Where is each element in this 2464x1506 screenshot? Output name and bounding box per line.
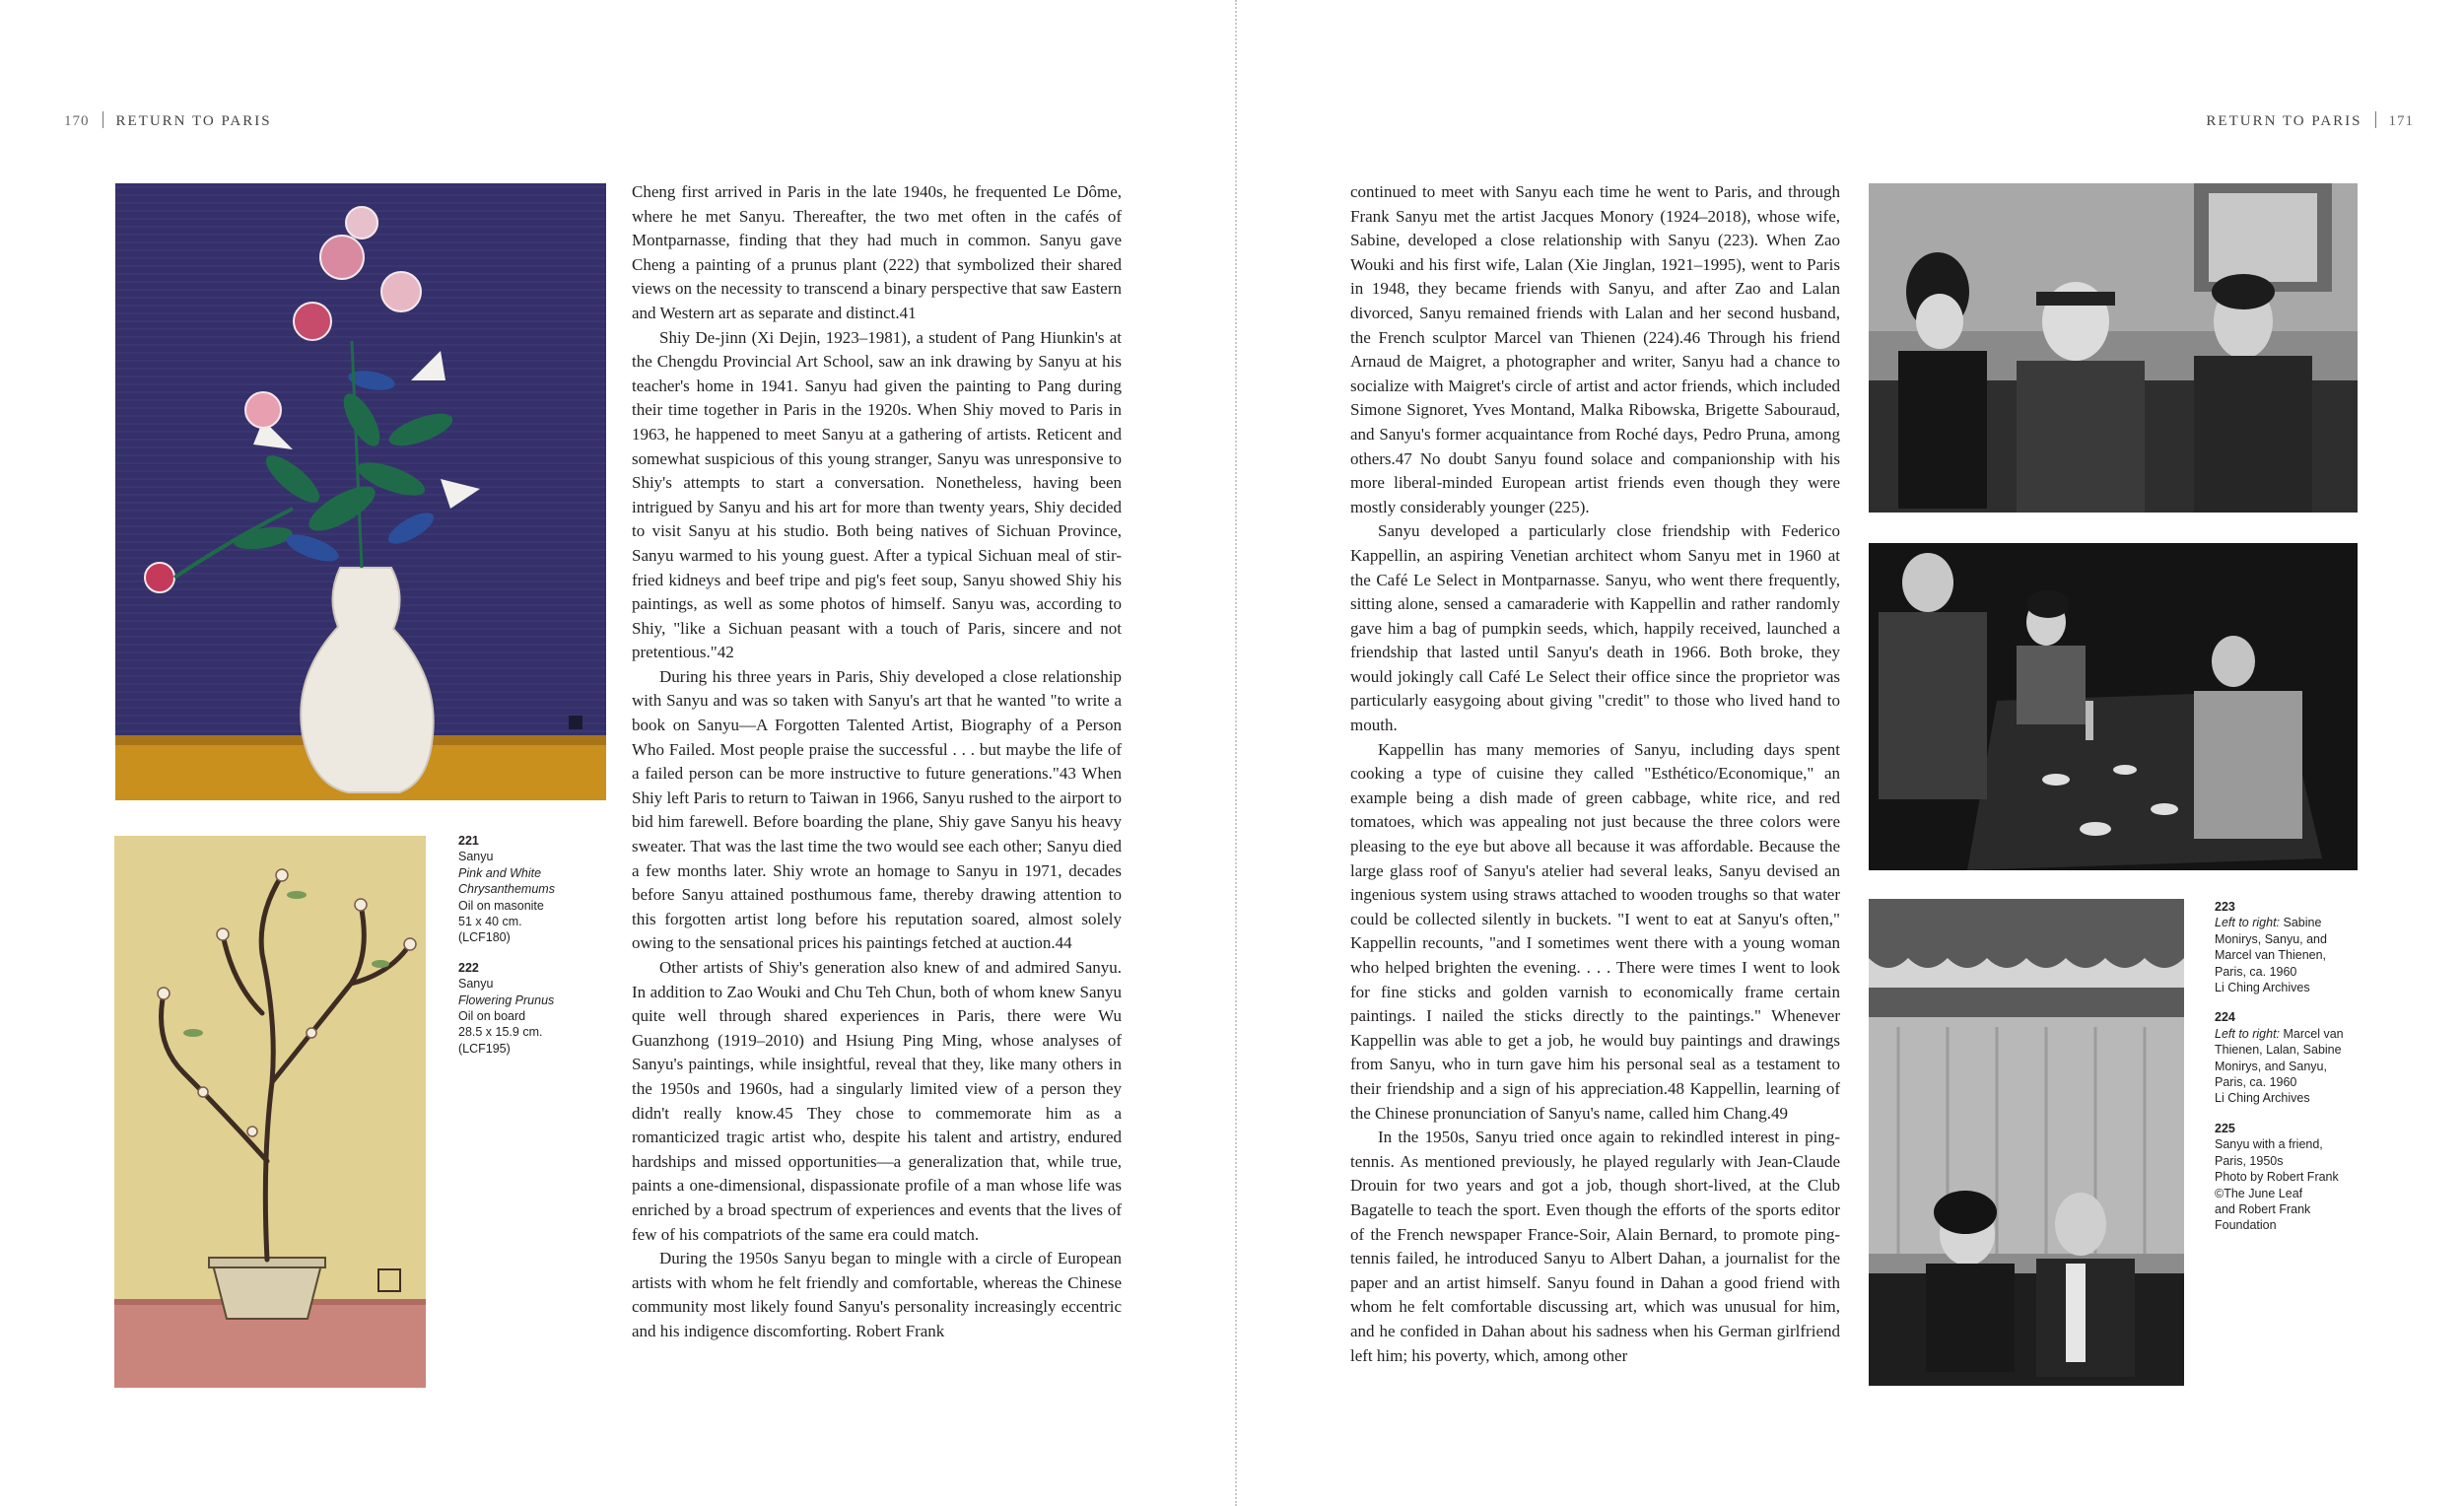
right-running-head (2206, 111, 2414, 130)
caption-text: Paris, ca. 1960 (2215, 964, 2297, 979)
caption-medium: Oil on masonite (458, 898, 544, 913)
left-folio: 170 (64, 113, 90, 129)
right-folio: 171 (2388, 113, 2414, 129)
figure-223-photo (1869, 183, 2358, 513)
caption-223 (2215, 899, 2362, 995)
caption-dimensions: 28.5 x 15.9 cm. (458, 1025, 543, 1040)
left-running-head (64, 111, 272, 130)
caption-text: Paris, ca. 1960 (2215, 1075, 2297, 1090)
left-running-title: RETURN TO PARIS (115, 113, 272, 129)
paragraph: During his three years in Paris, Shiy developed a close relationship with Sanyu and was so taken with Sanyu's art that he wanted "to write a book on Sanyu—A Forgotten Talented Artist, Biography of a Person Who Failed. Most people praise the successful . . . but maybe the life of a failed person can be more instructive to future generations."43 When Shiy left Paris to return to Taiwan in 1966, Sanyu rushed to the airport to bid him farewell. Before boarding the plane, Shiy gave Sanyu his heavy sweater. That was the last time the two would see each other; Sanyu died a few months later. Shiy wrote an homage to Sanyu in 1971, decades before Sanyu attained posthumous fame, thereby drawing attention to this forgotten artist long before his reputation soared, almost solely owing to the sensational prices his paintings fetched at auction.44 (632, 666, 1122, 953)
right-captions (2215, 899, 2362, 1248)
figure-222-painting (114, 836, 426, 1388)
paragraph: During the 1950s Sanyu began to mingle with a circle of European artists with whom he felt friendly and comfortable, whereas the Chinese community most likely found Sanyu's personality increasingly eccentric and his indigence discomforting. Robert Frank (632, 1249, 1122, 1340)
page-gutter (1235, 0, 1237, 1506)
caption-credit: Li Ching Archives (2215, 1091, 2310, 1106)
caption-number: 222 (458, 960, 479, 975)
caption-text: Marcel van (2283, 1026, 2344, 1041)
caption-credit: and Robert Frank (2215, 1201, 2311, 1216)
caption-credit: Li Ching Archives (2215, 981, 2310, 995)
paragraph: In the 1950s, Sanyu tried once again to rekindled interest in ping-tennis. As mentioned previously, he played regularly with Jean-Claude Drouin for two years and got a job, though short-lived, at the Club Bagatelle to teach the sport. Even though the efforts of the sports editor of the French newspaper France-Soir, Alain Bernard, to promote ping-tennis failed, he introduced Sanyu to Albert Dahan, a journalist for the paper and an artist himself. Sanyu found in Dahan a good friend with whom he felt comfortable discussing art, which was unusual for him, and he confided in Dahan about his sadness when his German girlfriend left him; his poverty, which, among other (1350, 1128, 1840, 1365)
caption-title: Flowering Prunus (458, 993, 555, 1007)
caption-number: 225 (2215, 1121, 2235, 1135)
caption-text: Monirys, and Sanyu, (2215, 1059, 2327, 1073)
left-body-text (632, 180, 1122, 1344)
paragraph: Shiy De-jinn (Xi Dejin, 1923–1981), a student of Pang Hiunkin's at the Chengdu Provincial Art School, saw an ink drawing by Sanyu at his teacher's home in 1941. Sanyu had given the painting to Pang during their time together in Paris in the 1920s. When Shiy moved to Paris in 1963, he happened to meet Sanyu at a gathering of artists. Reticent and somewhat suspicious of this young stranger, Sanyu was unresponsive to Shiy's attempts to start a conversation. Nonetheless, having been intrigued by Sanyu and his art for more than twenty years, Shiy decided to visit Sanyu at his studio. Both being natives of Sichuan Province, Sanyu warmed to his young guest. After a typical Sichuan meal of stir-fried kidneys and beef tripe and pig's feet soup, Sanyu showed Shiy his paintings, as well as some photos of himself. Sanyu was, according to Shiy, "like a Sichuan peasant with a touch of Paris, sincere and not pretentious."42 (632, 327, 1122, 662)
caption-credit: Photo by Robert Frank (2215, 1170, 2339, 1185)
figure-224-photo (1869, 543, 2358, 870)
caption-text: Sabine (2283, 916, 2322, 930)
caption-medium: Oil on board (458, 1009, 526, 1024)
caption-text: Thienen, Lalan, Sabine (2215, 1043, 2342, 1058)
caption-225 (2215, 1121, 2362, 1234)
caption-number: 224 (2215, 1010, 2235, 1025)
caption-224 (2215, 1009, 2362, 1106)
caption-number: 223 (2215, 900, 2235, 914)
right-running-title: RETURN TO PARIS (2206, 113, 2362, 129)
caption-222 (458, 960, 586, 1057)
caption-dimensions: 51 x 40 cm. (458, 915, 522, 929)
caption-title: Pink and White (458, 865, 542, 880)
paragraph: Kappellin has many memories of Sanyu, including days spent cooking a type of cuisine they called "Esthético/Economique," an example being a dish made of green cabbage, white rice, and red tomatoes, which was appealing not just because the three colors were pleasing to the eye but above all because it was affordable. Because the large glass roof of Sanyu's atelier had several leaks, Sanyu devised an ingenious system using straws attached to wooden troughs so that water could be collected silently in buckets. "I went to eat at Sanyu's often," Kappellin recounts, "and I sometimes went there with a young woman who helped brighten the evening. . . . There were times I went to look for fine sticks and golden varnish to economically frame certain paintings. I nailed the sticks directly to the paintings." Whenever Kappellin was able to get a job, he would buy paintings and drawings from Sanyu, who in turn gave him his personal seal as a testament to their friendship and a sign of his appreciation.48 Kappellin, learning of the Chinese pronunciation of Sanyu's name, called him Chang.49 (1350, 739, 1840, 1123)
caption-direction: Left to right: (2215, 916, 2281, 930)
caption-credit: Foundation (2215, 1218, 2277, 1233)
caption-text: Monirys, Sanyu, and (2215, 931, 2327, 946)
paragraph: continued to meet with Sanyu each time he went to Paris, and through Frank Sanyu met the artist Jacques Monory (1924–2018), whose wife, Sabine, developed a close relationship with Sanyu (223). When Zao Wouki and his first wife, Lalan (Xie Jinglan, 1921–1995), went to Paris in 1948, they became friends with Sanyu, and after Zao and Lalan divorced, Sanyu remained friends with Lalan and her second husband, the French sculptor Marcel van Thienen (224).46 Through his friend Arnaud de Maigret, a photographer and writer, Sanyu had a chance to socialize with Maigret's circle of artist and actor friends, which included Simone Signoret, Yves Montand, Malka Ribowska, Brigette Sabouraud, and Sanyu's former acquaintance from Roché days, Pedro Pruna, among others.47 No doubt Sanyu found solace and companionship with his more liberal-minded European artist friends even though they were mostly considerably younger (225). (1350, 182, 1840, 516)
caption-credit: ©The June Leaf (2215, 1186, 2303, 1200)
paragraph: Sanyu developed a particularly close friendship with Federico Kappellin, an aspiring Venetian architect whom Sanyu met in 1960 at the Café Le Select in Montparnasse. Sanyu, who went there frequently, sitting alone, sensed a camaraderie with Kappellin and rather randomly gave him a bag of pumpkin seeds, which, happily received, launched a friendship that lasted until Sanyu's death in 1966. Both broke, they would jokingly call Café Le Select their office since the proprietor was particularly easygoing about giving "credit" to those who lived hand to mouth. (1350, 521, 1840, 735)
left-captions (458, 833, 586, 1070)
caption-artist: Sanyu (458, 977, 494, 992)
paragraph: Other artists of Shiy's generation also knew of and admired Sanyu. In addition to Zao Wouki and Chu Teh Chun, both of whom knew Sanyu quite well through shared experiences in Paris, there were Wu Guanzhong (1919–2010) and Hsiung Ping Ming, whose analyses of Sanyu's paintings, while insightful, reveal that they, like many others in the 1950s and 1960s, had a singularly limited view of a person they didn't really know.45 They chose to commemorate him as a romanticized tragic artist who, despite his talent and artistry, endured hardships and missed opportunities—a generalization that, while true, paints a one-dimensional, dispassionate profile of a man whose life was enriched by a broad spectrum of experiences and events that the lives of few of his compatriots of the same era could match. (632, 958, 1122, 1244)
caption-title: Chrysanthemums (458, 882, 555, 897)
caption-text: Sanyu with a friend, (2215, 1137, 2323, 1152)
figure-221-painting (115, 183, 606, 800)
caption-catalog-number: (LCF195) (458, 1041, 511, 1056)
caption-catalog-number: (LCF180) (458, 930, 511, 945)
paragraph: Cheng first arrived in Paris in the late 1940s, he frequented Le Dôme, where he met Sanyu. Thereafter, the two met often in the cafés of Montparnasse, finding that they had much in common. Sanyu gave Cheng a painting of a prunus plant (222) that symbolized their shared views on the necessity to transcend a binary perspective that saw Eastern and Western art as separate and distinct.41 (632, 182, 1122, 322)
caption-text: Paris, 1950s (2215, 1153, 2284, 1168)
figure-225-photo (1869, 899, 2184, 1386)
right-body-text (1350, 180, 1840, 1368)
caption-number: 221 (458, 834, 479, 848)
caption-direction: Left to right: (2215, 1026, 2281, 1041)
caption-artist: Sanyu (458, 850, 494, 864)
caption-text: Marcel van Thienen, (2215, 948, 2327, 963)
caption-221 (458, 833, 586, 946)
